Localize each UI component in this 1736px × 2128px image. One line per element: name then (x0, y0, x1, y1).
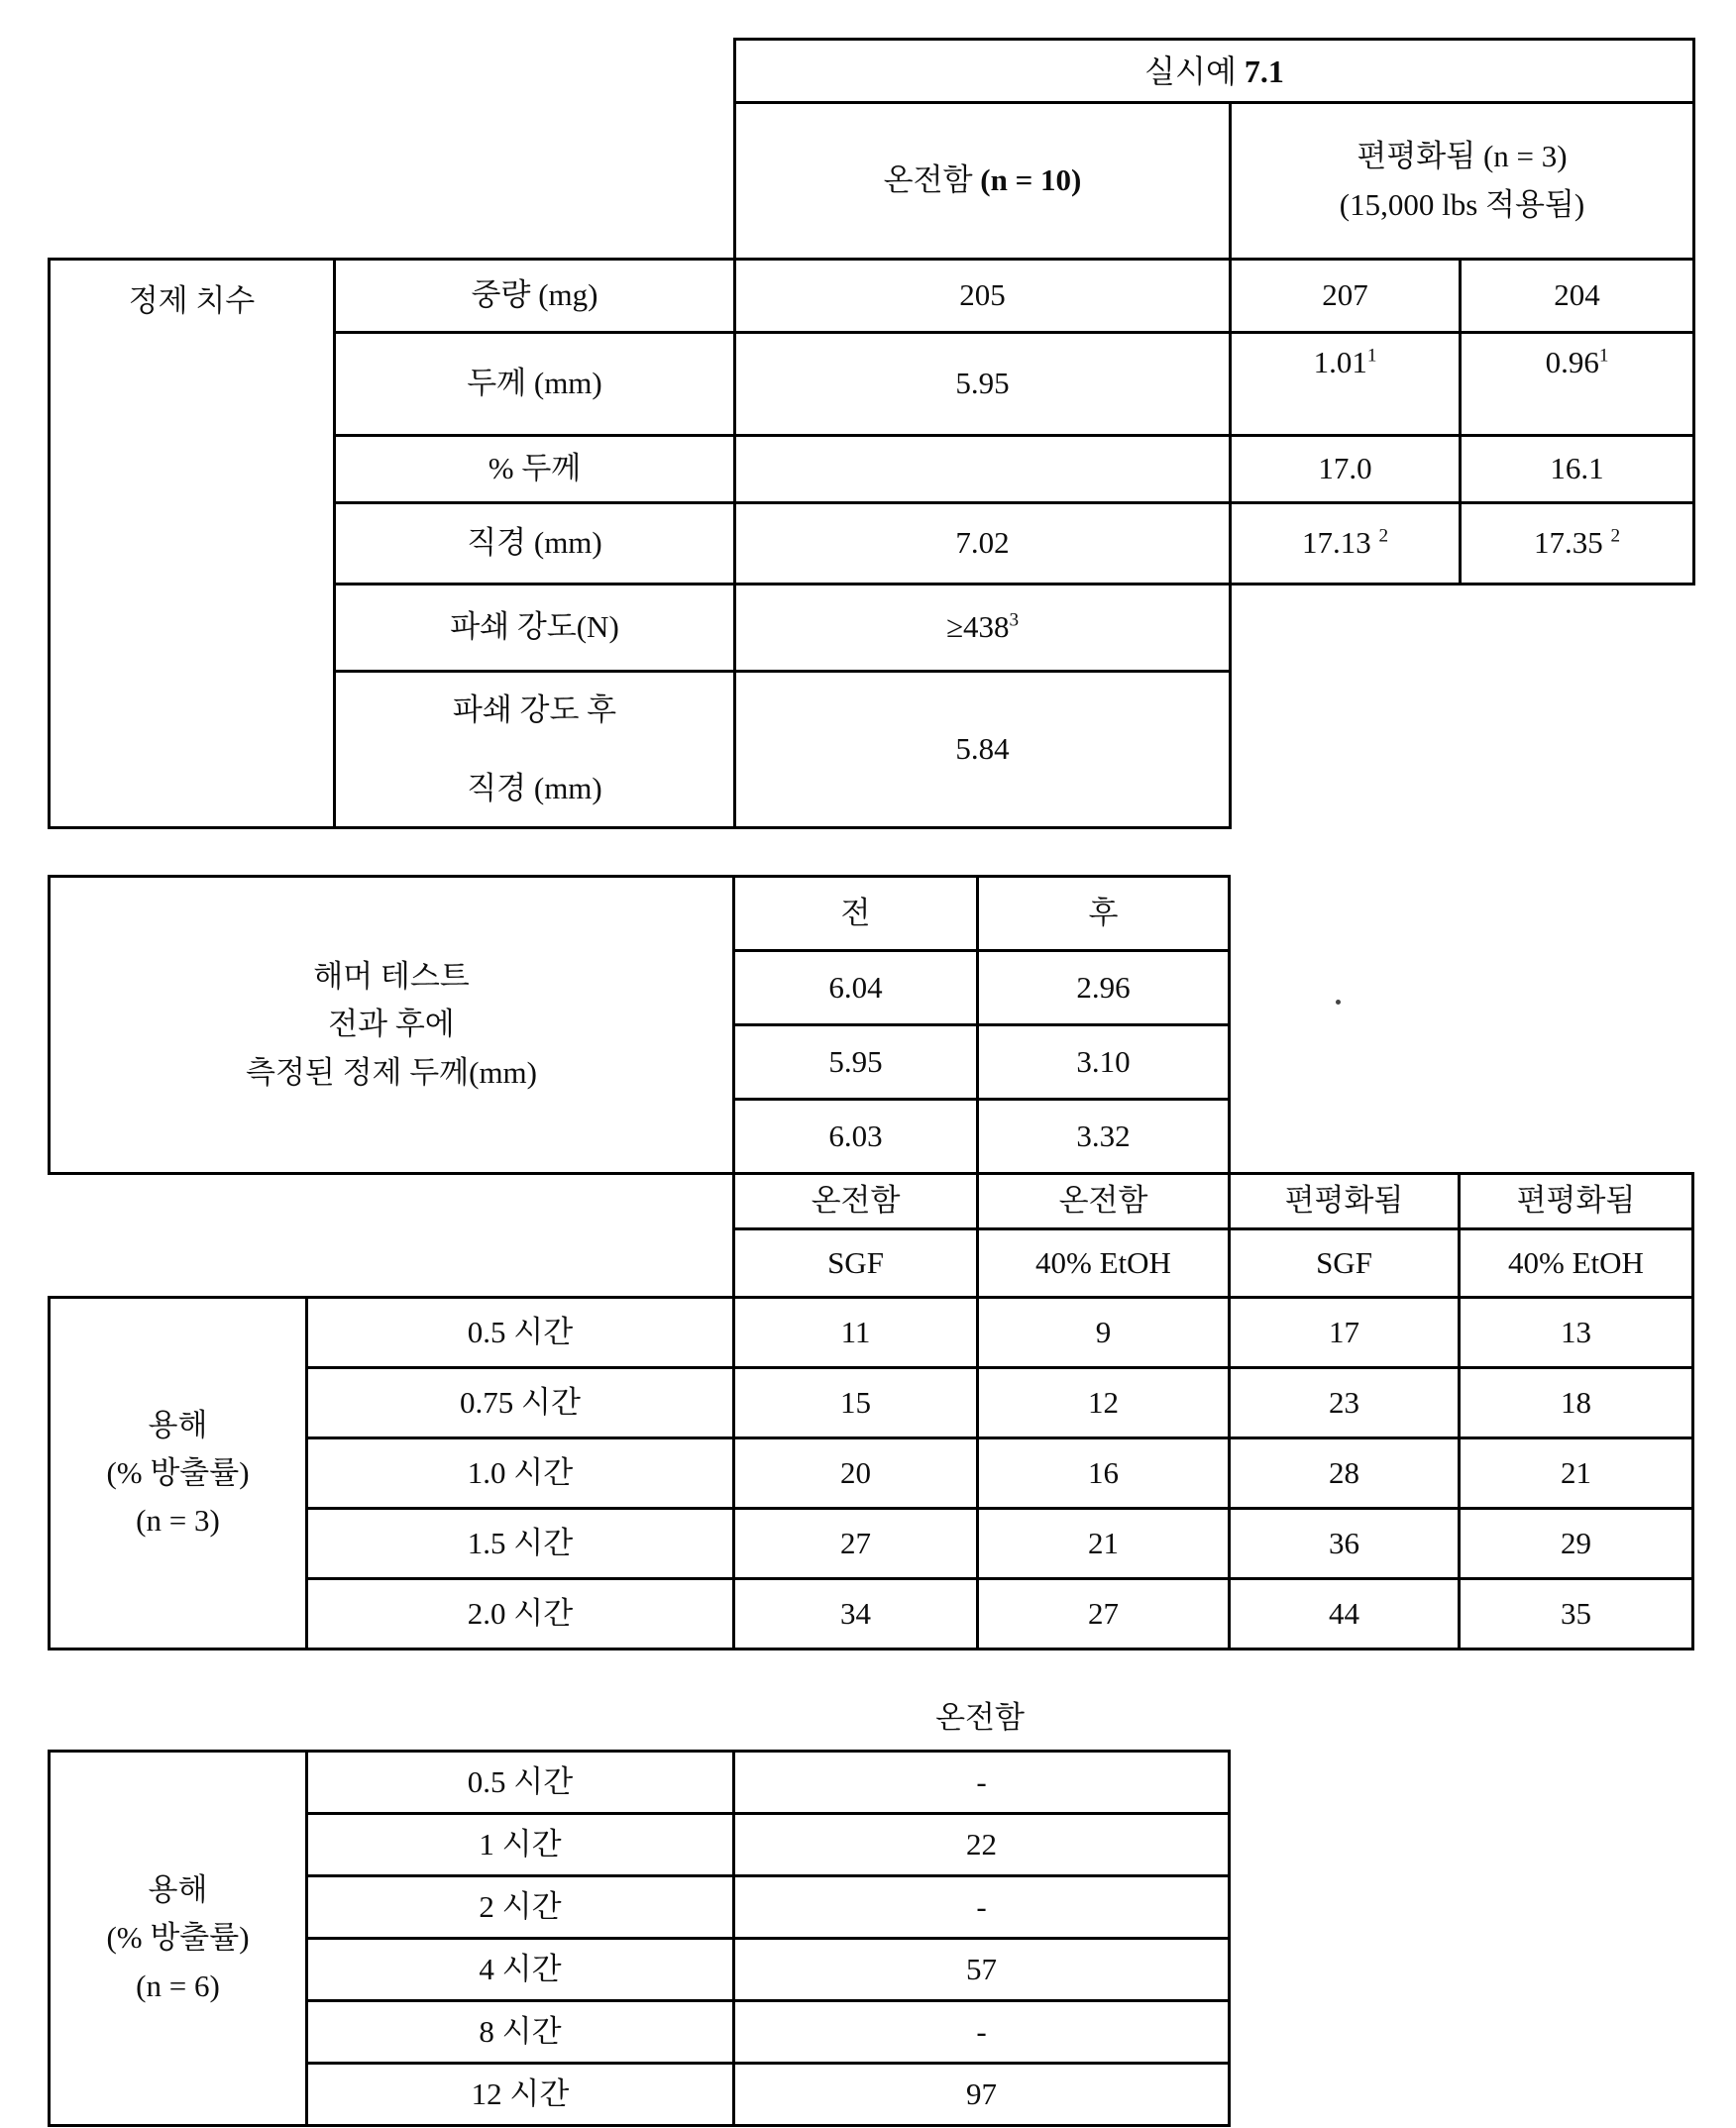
value-text: 0.96 (1545, 345, 1599, 379)
condition-header-cell: 온전함 (978, 1174, 1230, 1229)
value-cell (1461, 436, 1694, 503)
value-text: 207 (1322, 277, 1368, 313)
value-cell (1231, 333, 1461, 436)
value-cell: 5.84 (735, 672, 1231, 828)
value-text: 17.35 (1533, 525, 1611, 561)
intact-header-n: (n = 10) (980, 162, 1082, 198)
group-label-cell (50, 260, 335, 828)
flattened-header-line2: (15,000 lbs 적용됨) (1339, 186, 1585, 222)
row-label-cell (335, 672, 735, 828)
value-cell (1231, 436, 1461, 503)
value-cell: 21 (1460, 1438, 1693, 1509)
footnote-marker: 2 (1378, 525, 1389, 547)
spacer-cell (1230, 951, 1693, 1025)
value-text: 16.1 (1550, 451, 1604, 486)
time-label-cell: 4 시간 (307, 1939, 734, 2001)
value-cell: 27 (734, 1509, 978, 1579)
scan-artifact-dot (1336, 1000, 1341, 1005)
value-cell: 7.02 (735, 503, 1231, 585)
time-label-cell: 0.75 시간 (307, 1368, 734, 1438)
time-label-cell: 8 시간 (307, 2001, 734, 2064)
time-label-cell: 0.5 시간 (307, 1298, 734, 1368)
value-cell: 28 (1230, 1438, 1460, 1509)
dissolution-n6-table (48, 1750, 1231, 2127)
spacer-cell (1231, 672, 1694, 828)
table-row (50, 877, 1693, 951)
spacer-cell (1230, 1025, 1693, 1100)
condition-header-cell: 편평화됨 (1460, 1174, 1693, 1229)
intact-section-label: 온전함 (935, 1700, 1025, 1735)
intact-header-text: 온전함 (883, 162, 973, 198)
value-cell: 57 (734, 1939, 1230, 2001)
value-cell: 34 (734, 1579, 978, 1649)
dissolution-label-line1: 용해 (148, 1407, 208, 1442)
row-label-line2: 직경 (mm) (467, 770, 602, 805)
value-text: 1.01 (1313, 345, 1367, 379)
dissolution-n3-label-cell (50, 1298, 307, 1649)
value-text: 204 (1554, 277, 1600, 313)
value-cell: 6.03 (734, 1100, 978, 1174)
row-label-cell: 중량 (mg) (335, 260, 735, 333)
value-cell: 12 (978, 1368, 1230, 1438)
value-cell (1461, 503, 1694, 585)
footnote-marker: 2 (1610, 525, 1621, 547)
value-cell: 23 (1230, 1368, 1460, 1438)
media-header-cell: SGF (1230, 1229, 1460, 1298)
example-title-number: 7.1 (1244, 53, 1284, 89)
time-label-cell: 2.0 시간 (307, 1579, 734, 1649)
hammer-test-label-cell (50, 877, 734, 1174)
value-cell: 2.96 (978, 951, 1230, 1025)
value-cell: 17 (1230, 1298, 1460, 1368)
media-header-cell: SGF (734, 1229, 978, 1298)
dissolution-label-line3: (n = 3) (136, 1503, 220, 1539)
example-title-text: 실시예 (1144, 53, 1237, 89)
table-row (50, 40, 1694, 103)
time-label-cell: 1.5 시간 (307, 1509, 734, 1579)
hammer-label-line1: 해머 테스트 (313, 959, 470, 995)
time-label-cell: 1 시간 (307, 1814, 734, 1876)
value-cell: 9 (978, 1298, 1230, 1368)
value-cell: 18 (1460, 1368, 1693, 1438)
value-cell: - (734, 2001, 1230, 2064)
dissolution-label-line2: (% 방출률) (106, 1920, 250, 1956)
value-cell: 16 (978, 1438, 1230, 1509)
condition-header-cell: 온전함 (734, 1174, 978, 1229)
table-row (50, 1174, 1693, 1229)
value-cell (735, 585, 1231, 672)
value-cell (1461, 333, 1694, 436)
time-label-cell: 1.0 시간 (307, 1438, 734, 1509)
value-cell: 97 (734, 2064, 1230, 2126)
spacer-cell (50, 1174, 734, 1229)
value-cell: 5.95 (734, 1025, 978, 1100)
table-row (50, 1752, 1230, 1814)
time-label-cell: 12 시간 (307, 2064, 734, 2126)
table-row (50, 1229, 1693, 1298)
tablet-dimensions-table (48, 38, 1695, 829)
row-label-cell: 두께 (mm) (335, 333, 735, 436)
spacer-cell (50, 40, 735, 103)
value-cell: 35 (1460, 1579, 1693, 1649)
value-cell: 5.95 (735, 333, 1231, 436)
intact-header-cell (735, 103, 1231, 260)
table-row (50, 103, 1694, 260)
row-label-line1: 파쇄 강도 후 (452, 692, 617, 727)
flattened-header-cell (1231, 103, 1694, 260)
media-header-cell: 40% EtOH (978, 1229, 1230, 1298)
footnote-marker: 1 (1366, 345, 1377, 367)
row-label-cell: 직경 (mm) (335, 503, 735, 585)
row-label-cell: % 두께 (335, 436, 735, 503)
before-header-cell: 전 (734, 877, 978, 951)
group-label-text: 정제 치수 (128, 283, 256, 318)
value-cell: 13 (1460, 1298, 1693, 1368)
value-cell: 36 (1230, 1509, 1460, 1579)
value-cell (735, 436, 1231, 503)
value-cell: 44 (1230, 1579, 1460, 1649)
spacer-cell (50, 103, 735, 260)
dissolution-label-line2: (% 방출률) (106, 1454, 250, 1490)
example-title-cell (735, 40, 1694, 103)
row-label-cell: 파쇄 강도(N) (335, 585, 735, 672)
time-label-cell: 0.5 시간 (307, 1752, 734, 1814)
value-cell: 11 (734, 1298, 978, 1368)
spacer-cell (1231, 585, 1694, 672)
table-row (50, 1298, 1693, 1368)
value-cell (1231, 503, 1461, 585)
hammer-label-line2: 전과 후에 (328, 1007, 455, 1042)
value-cell (1461, 260, 1694, 333)
hammer-and-dissolution-table (48, 875, 1694, 1650)
value-cell: - (734, 1876, 1230, 1939)
value-text: 17.0 (1318, 451, 1372, 486)
value-cell: 27 (978, 1579, 1230, 1649)
dissolution-label-line1: 용해 (148, 1872, 208, 1908)
footnote-marker: 1 (1598, 345, 1609, 367)
value-cell: 6.04 (734, 951, 978, 1025)
hammer-label-line3: 측정된 정제 두께(mm) (246, 1054, 537, 1090)
flattened-header-line1: 편평화됨 (n = 3) (1356, 139, 1568, 174)
table-row (50, 260, 1694, 333)
spacer-cell (1230, 877, 1693, 951)
footnote-marker: 3 (1009, 609, 1020, 631)
value-cell (1231, 260, 1461, 333)
media-header-cell: 40% EtOH (1460, 1229, 1693, 1298)
value-cell: 15 (734, 1368, 978, 1438)
dissolution-n6-label-cell (50, 1752, 307, 2126)
after-header-cell: 후 (978, 877, 1230, 951)
dissolution-label-line3: (n = 6) (136, 1968, 220, 2003)
value-text: ≥438 (945, 609, 1010, 645)
value-cell: 21 (978, 1509, 1230, 1579)
value-cell: - (734, 1752, 1230, 1814)
spacer-cell (1230, 1100, 1693, 1174)
value-text: 17.13 (1301, 525, 1379, 561)
spacer-cell (50, 1229, 734, 1298)
value-cell: 3.10 (978, 1025, 1230, 1100)
value-cell: 29 (1460, 1509, 1693, 1579)
value-cell: 20 (734, 1438, 978, 1509)
value-cell: 22 (734, 1814, 1230, 1876)
value-cell: 3.32 (978, 1100, 1230, 1174)
value-cell: 205 (735, 260, 1231, 333)
time-label-cell: 2 시간 (307, 1876, 734, 1939)
condition-header-cell: 편평화됨 (1230, 1174, 1460, 1229)
